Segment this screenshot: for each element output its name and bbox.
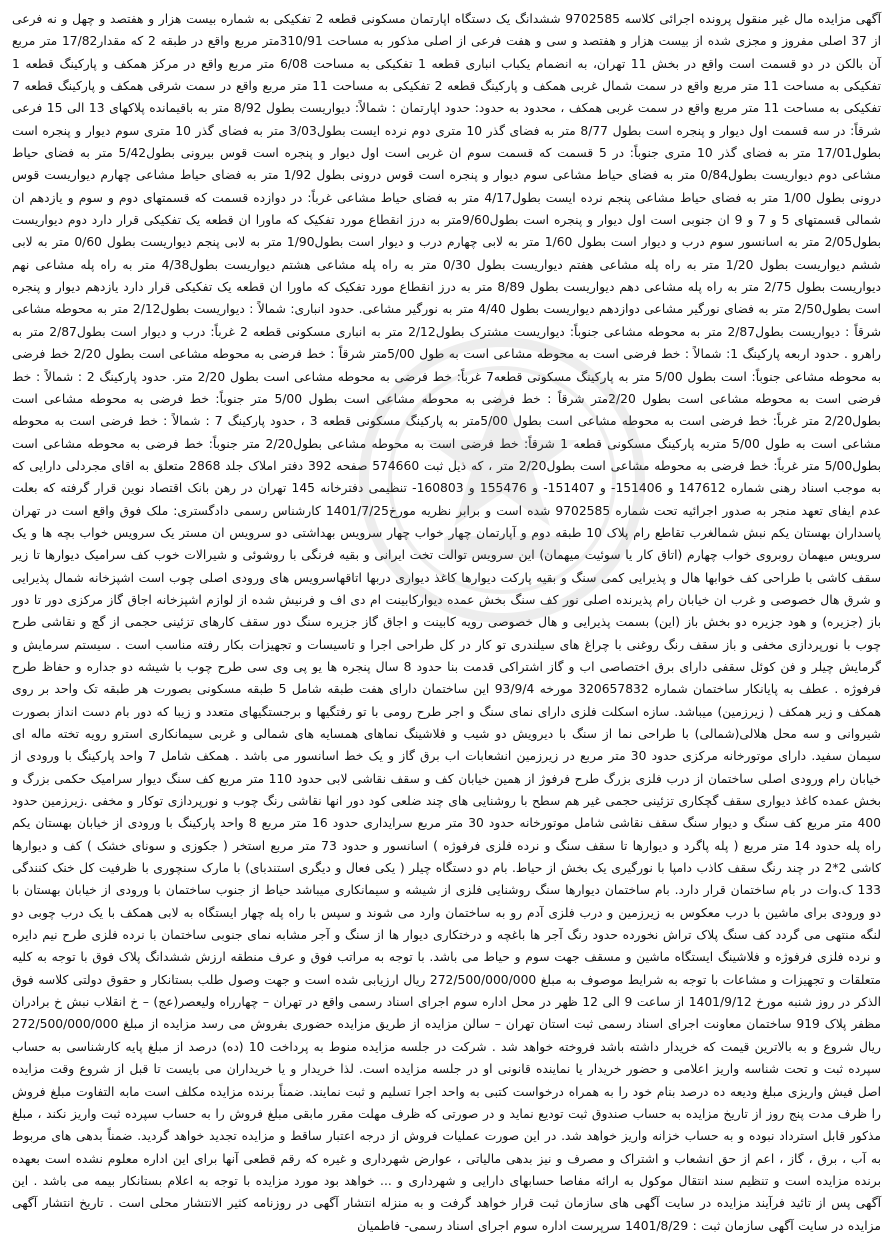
auction-notice-text: آگهی مزایده مال غیر منقول پرونده اجرائی کلاسه 9702585 ششدانگ یک دستگاه اپارتمان مسکونی قطعه 2 تفکیکی به شماره بیست هزار و هفتصد و چهل و نه فرعی از 37 اصلی مفروز و مجزی شده از بیست هزار و هفتصد و سی و هفت فرعی از اصلی مذکور به مساحت 310/91متر مربع واقع در طبقه 2 که مقدار17/82 متر مربع آن بالکن در دو قسمت است واقع در بخش 11 تهران، به انضمام یکباب انباری قطعه 1 تفکیکی به مساحت 6/08 متر مربع واقع در مرکز همکف و پارکینگ قطعه 1 تفکیکی به مساحت 11 متر مربع واقع در سمت شمال غربی همکف و پارکینگ قطعه 2 تفکیکی به مساحت 11 متر مربع واقع در سمت شرقی همکف و پارکینگ قطعه 7 تفکیکی به مساحت 11 متر مربع واقع در سمت غربی همکف ، محدود به حدود: حدود اپارتمان : شمالاً: دیواریست بطول 8/92 متر به باقیمانده پلاکهای 13 الی 15 فرعی شرقاً: در سه قسمت اول دیوار و پنجره است بطول 8/77 متر به فضای گذر 10 متری دوم نرده ایست بطول3/03 متر به فضای گذر 10 متری سوم دیوار و پنجره است بطول17/01 متر به فضای گذر 10 متری جنوباً: در 5 قسمت که قسمت سوم ان غربی است اول دیوار و پنجره است قوس بیرونی بطول5/42 متر به فضای حیاط مشاعی دوم دیواریست بطول0/84 متر به فضای حیاط مشاعی سوم دیوار و پنجره است قوس درونی بطول 1/92 متر به فضای حیاط مشاعی چهارم دیواریست قوس درونی بطول 1/00 متر به فضای حیاط مشاعی پنجم نرده ایست بطول4/17 متر به فضای حیاط مشاعی غرباً: در دوازده قسمت که قسمتهای دوم و سوم و یازدهم ان شمالی قسمتهای 5 و 7 و 9 ان جنوبی است اول دیوار و پنجره است بطول9/60متر به درز انقطاع مورد تفکیک که ماورا ان قطعه یک تفکیکی قرار دارد دوم دیواریست بطول2/05 متر به اسانسور سوم درب و دیوار است بطول 1/60 متر به لابی چهارم درب و دیوار است بطول1/90 متر به لابی پنجم دیواریست بطول 0/60 متر به لابی ششم دیواریست بطول 1/20 متر به راه پله مشاعی هفتم دیواریست بطول 0/30 متر به راه پله مشاعی هشتم دیواریست بطول4/38 متر به راه پله مشاعی نهم دیواریست بطول 2/75 متر به راه پله مشاعی دهم دیواریست بطول 8/89 متر به درز انقطاع مورد تفکیک که ماورا ان قطعه یک تفکیکی قرار دارد یازدهم دیوار و پنجره است بطول2/50 متر به فضای نورگیر مشاعی دوازدهم دیواریست بطول 4/40 متر به نورگیر مشاعی. حدود انباری: شمالاً : دیواریست بطول2/12 متر به محوطه مشاعی شرقاً : دیواریست بطول2/87 متر به محوطه مشاعی جنوباً: دیواریست مشترک بطول2/12 متر به انباری مسکونی قطعه 2 غرباً: درب و دیوار است بطول2/87 متر به راهرو . حدود اربعه پارکینگ 1: شمالاً : خط فرضی است به محوطه مشاعی است به طول 5/00متر شرقاً : خط فرضی به محوطه مشاعی است بطول 2/20 خط فرضی به محوطه مشاعی جنوباً: است بطول 5/00 متر به پارکینگ مسکونی قطعه7 غرباً: خط فرضی به محوطه مشاعی است بطول 2/20 متر. حدود پارکینگ 2 : شمالاً : خط فرضی است به محوطه مشاعی است بطول 2/20متر شرقاً : خط فرضی به محوطه مشاعی است بطول 5/00 متر جنوباً: خط فرضی به محوطه مشاعی است بطول2/20 متر غرباً: خط فرضی است به محوطه مشاعی است بطول 5/00متر به پارکینگ مسکونی قطعه 3 ، حدود پارکینگ 7 : شمالاً : خط فرضی است به محوطه مشاعی است به طول 5/00 متربه پارکینگ مسکونی قطعه 1 شرقاً: خط فرضی است به محوطه مشاعی بطول2/20 متر جنوباً: خط فرضی به محوطه مشاعی است بطول5/00 متر غرباً: خط فرضی به محوطه مشاعی است بطول2/20 متر ، که ذیل ثبت 574660 صفحه 392 دفتر املاک جلد 2868 متعلق به اقای مجردلی دارایی که به موجب اسناد رهنی شماره 147612 و 151406- و 151407- و 155476 و 160803- تنظیمی دفترخانه 145 تهران در رهن بانک اقتصاد نوین قرار گرفته که بعلت عدم ایفای تعهد منجر به صدور اجرائیه تحت شماره 9702585 شده است و برابر نظریه مورخ1401/7/25 کارشناس رسمی دادگستری: ملک فوق واقع است در تهران پاسداران بهستان یکم نبش شمالغرب تقاطع رام پلاک 10 طبقه دوم و آپارتمان چهار خواب چهار سرویس بهداشتی دو سرویس ان مستر یک سرویس خواب بچه ها و یک سرویس میهمان روبروی خواب چهارم (اتاق کار یا سوئیت میهمان) این سرویس توالت تخت ایرانی و بقیه فرنگی با روشوئی و شیرالات خوب کف سرامیک دیوارها تا زیر سقف کاشی با طراحی کف خوابها هال و پذیرایی کمی سنگ و بقیه پارکت دیوارها کاغذ دیواری دربها اتاقهاسرویس های ورودی اصلی چوب است اشپزخانه شمال پذیرایی و شرق هال خصوصی و غرب ان خیابان رام پذیرنده اصلی نور کف سنگ بخش عمده دیوارکابینت ام دی اف و فرنیش شده از لوازم اشپزخانه اجاق گاز مرکزی دور تا دور باز (جزیره) و هود جزیره دو بخش باز (این) بسمت پذیرایی و هال خصوصی رویه کابینت و اجاق گاز جزیره سنگ دور سقف کارهای تزئینی حجمی از گچ و نقاشی طرح چوب با نورپردازی مخفی و باز سقف رنگ روغنی با چراغ های سیلندری تو کار در کل طراحی اجرا و تاسیسات و تجهیزات بکار رفته مناسب است . سیستم سرمایش و گرمایش چیلر و فن کوئل سقفی دارای برق اختصاصی اب و گاز اشتراکی قدمت بنا حدود 8 سال پنجره ها یو پی وی سی طرح چوب با شیشه دو جداره و حفاظ طرح فرفوژه . عطف به پایانکار ساختمان شماره 320657832 مورخه 93/9/4 این ساختمان دارای هفت طبقه شامل 5 طبقه مسکونی بصورت هر طبقه تک واحد بر روی همکف و زیر همکف ( زیرزمین) میباشد. سازه اسکلت فلزی دارای نمای سنگ و اجر طرح رومی با تو رفتگیها و برجستگیهای متعدد و زیبا که دور بام دست انداز بصورت شیروانی و سه محل هلالی(شمالی) با طراحی نما از سنگ با دیرویش دو شیب و فلاشینگ نماهای همسایه های شمالی و غربی سیمانکاری استرو رویه تخته ماله ای سیمان سفید. دارای موتورخانه مرکزی حدود 30 متر مربع در زیرزمین انشعابات اب برق گاز و یک خط اسانسور می باشد . همکف شامل 7 واحد پارکینگ با ورودی از خیابان رام ورودی اصلی ساختمان از درب فلزی بزرگ طرح فرفوژ از همین خیابان کف و سقف نقاشی لابی حدود 110 متر مربع کف سنگ دیوار سرامیک حکمی بزرگ و بخش عمده کاغذ دیواری سقف گچکاری تزئینی حجمی غیر هم سطح با روشنایی های چند ضلعی کود دور انها نقاشی رنگ چوب و نورپردازی توکار و مخفی .زیرزمین حدود 400 متر مربع کف سنگ و دیوار سنگ سقف نقاشی شامل موتورخانه حدود 30 متر مربع سرایداری حدود 16 متر مربع 8 واحد پارکینگ با ورودی از خیابان بهستان یکم راه پله حدود 14 متر مربع ( پله پاگرد و دیوارها تا سقف سنگ و نرده فلزی فرفوژه ) اسانسور و حدود 73 متر مربع استخر ( جکوزی و سونای خشک ) کف و دیوارها کاشی 2*2 در چند رنگ سقف کاذب دامپا با نورگیری یک بخش از حیاط. بام دو دستگاه چیلر ( یکی فعال و دیگری استندبای) با مارک سنچوری با ظرفیت کل خنک کنندگی 133 ک.وات در بام ساختمان قرار دارد. بام ساختمان دیوارها سنگ روشنایی فلزی از شیشه و سیمانکاری میباشد حیاط از جنوب ساختمان با ورودی از خیابان بهستان با دو ورودی برای ماشین با درب معکوس به زیرزمین و درب فلزی آدم رو به ساختمان وارد می شوند و سپس با راه پله چهار ایستگاه به لابی همکف با یک درب چوبی دو لنگه منتهی می گردد کف سنگ پلاک تراش نخورده حدود رنگ آجر ها باغچه و درختکاری دیوار ها از سنگ و آجر مشابه نمای جنوبی ساختمان با نرده فلزی طرح نیم دایره و نرده فلزی فرفوژه و فلاشینگ ایستگاه ماشین و مسقف جهت سوم و حیاط می باشد. با توجه به مراتب فوق و عرف منطقه ارزش ششدانگ پلاک فوق با توجه به کلیه متعلقات و تجهیزات و مشاعات با توجه به شرایط موصوف به مبلغ 272/500/000/000 ریال ارزیابی شده است و جهت وصول طلب بستانکار و حقوق دولتی کلاسه فوق الذکر در روز شنبه مورخ 1401/9/12 از ساعت 9 الی 12 ظهر در محل اداره سوم اجرای اسناد رسمی واقع در تهران – چهارراه ولیعصر(عج) – خ انقلاب نبش خ برادران مظفر پلاک 919 ساختمان معاونت اجرای اسناد رسمی ثبت استان تهران – سالن مزایده از طریق مزایده حضوری بفروش می رسد مزایده از مبلغ 272/500/000/000 ریال شروع و به بالاترین قیمت که خریدار داشته باشد فروخته خواهد شد . شرکت در جلسه مزایده منوط به پرداخت 10 (ده) درصد از مبلغ پایه کارشناسی به حساب سپرده ثبت و تحت شناسه واریز اعلامی و حضور خریدار یا نماینده قانونی او در جلسه مزایده است. لذا خریدار و یا خریداران می بایست تا قبل از شروع وقت مزایده اصل فیش واریزی مبلغ ودیعه ده درصد بنام خود را به همراه درخواست کتبی به واحد اجرا تسلیم و ثبت نمایند. ضمناً برنده مزایده مکلف است مابه التفاوت مبلغ فروش را ظرف مدت پنج روز از تاریخ مزایده به حساب صندوق ثبت تودیع نماید و در صورتی که ظرف مهلت مقرر مابقی مبلغ فروش را به حساب سپرده ثبت واریز نکند ، مبلغ مذکور قابل استرداد نبوده و به حساب خزانه واریز خواهد شد. در این صورت عملیات فروش از درجه اعتبار ساقط و مزایده تجدید خواهد گردید. ضمناً بدهی های مربوط به آب ، برق ، گاز ، اعم از حق انشعاب و اشتراک و مصرف و نیز بدهی مالیاتی ، عوارض شهرداری و غیره که رقم قطعی آنها برای این اداره معلوم نشده است بعهده برنده مزایده است و تنظیم سند انتقال موکول به ارائه مفاصا حسابهای دارایی و شهرداری و ... خواهد بود مورد مزایده با توجه به اعلام بستانکار بیمه می باشد . این آگهی پس از تائید فرآیند مزایده در سایت آگهی های سازمان ثبت قرار خواهد گرفت و به منزله انتشار آگهی در روزنامه کثیر الانتشار محلی است . تاریخ انتشار آگهی مزایده در سایت آگهی سازمان ثبت : 1401/8/29 سرپرست اداره سوم اجرای اسناد رسمی- فاطمیان <box>12 12 882 1233</box>
